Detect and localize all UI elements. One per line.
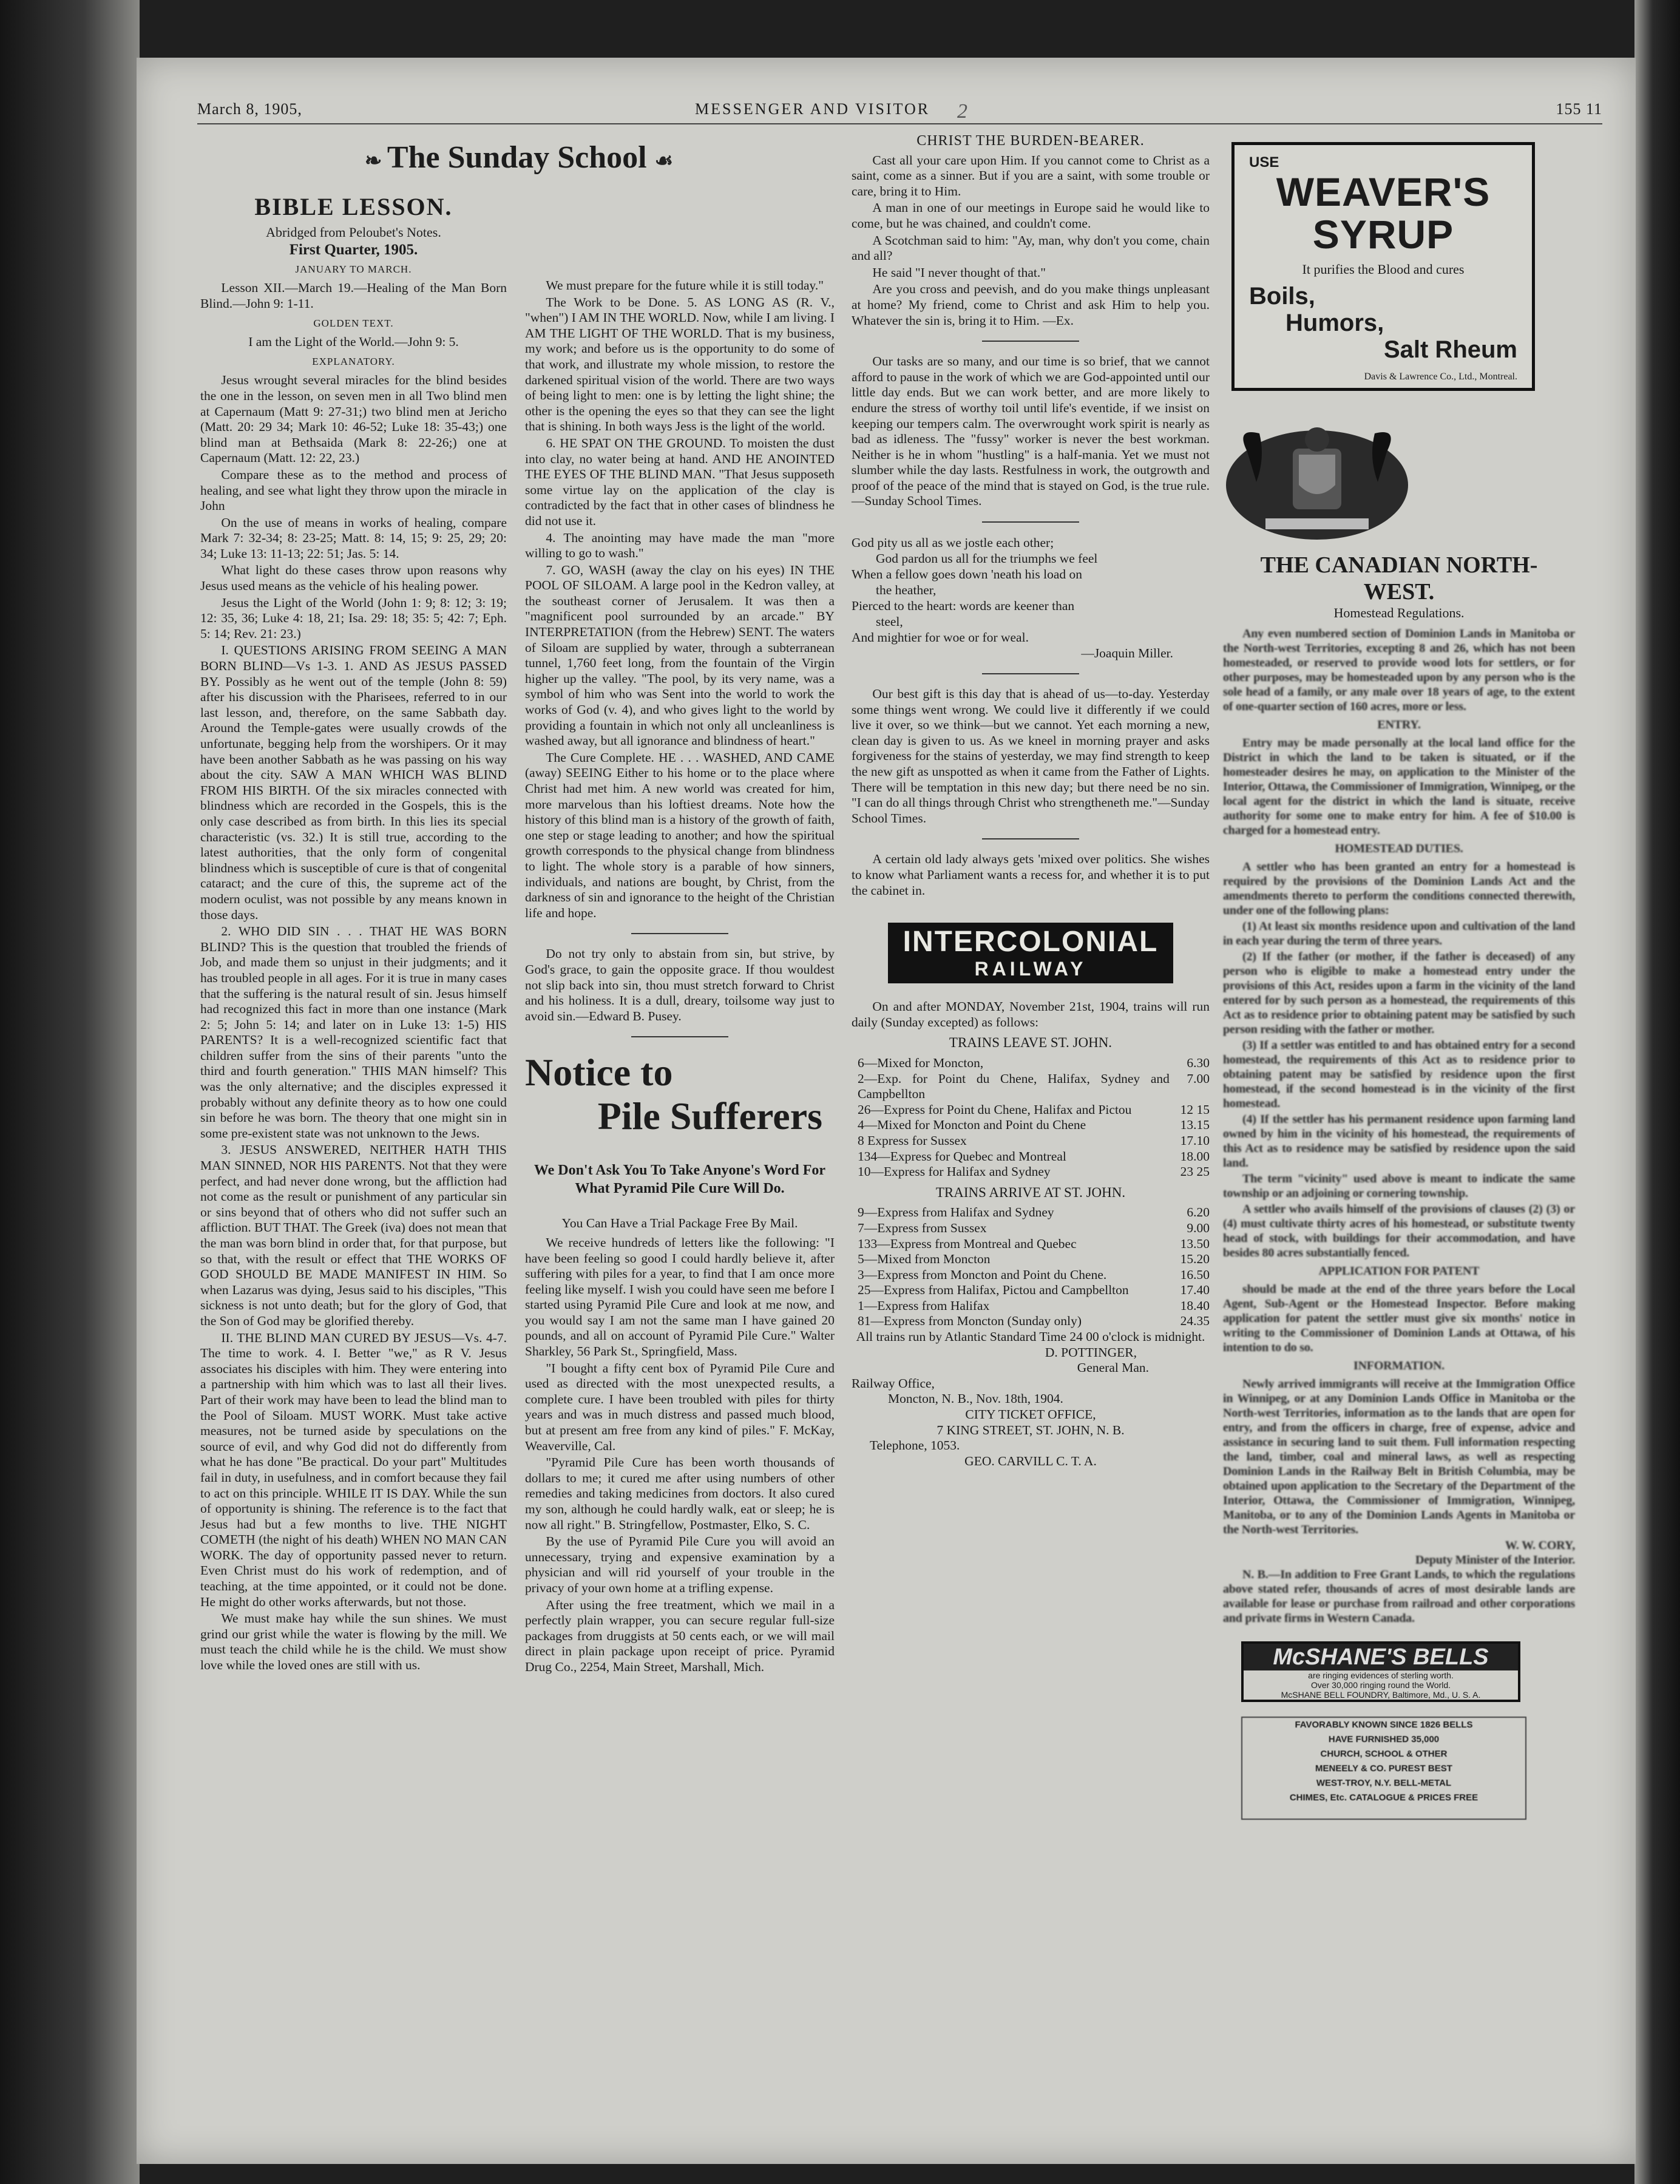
train-row: 133—Express from Montreal and Quebec 13.50 [858, 1236, 1210, 1251]
railway-sub: RAILWAY [974, 958, 1087, 980]
notice-title-line1: Notice to [525, 1051, 673, 1094]
railway-office-date: Moncton, N. B., Nov. 18th, 1904. [888, 1391, 1063, 1406]
golden-text: I am the Light of the World.—John 9: 5. [248, 334, 459, 350]
paragraph: "Pyramid Pile Cure has been worth thousands of dollars to me; it cured me after using numbers of other remedies and taking medicines from doctors. It also cured my son, although he could hardly walk, eat or sleep; he is now all right." B. Stringfellow, Postmaster, Elko, S. C. [525, 1455, 835, 1532]
ad-tagline: It purifies the Blood and cures [1302, 261, 1465, 277]
poem-line: God pity us all as we jostle each other; [852, 535, 1054, 551]
train-row: 9—Express from Halifax and Sydney 6.20 [858, 1205, 1210, 1220]
scan-margin-right [1634, 0, 1680, 2184]
explanatory-label: EXPLANATORY. [312, 355, 395, 367]
paragraph: The Work to be Done. 5. AS LONG AS (R. V., "when") I AM IN THE WORLD. Now, while I am living. I AM THE LIGHT OF THE WORLD. That is my business, my work; and before us is the opportunity to do some of that work, and illustrate my whole mission, to restore the darkened spiritual vision of the world. There are two ways of being light to men: one is by letting the light shine; the other is the opening the eyes so that they can see the light that is shining. In both ways Jess is the light of the world. [525, 294, 835, 434]
ad-cure-1: Boils, [1249, 283, 1315, 310]
train-row: 134—Express for Quebec and Montreal 18.00 [858, 1148, 1210, 1164]
tasks-paragraph: Our tasks are so many, and our time is so brief, that we cannot afford to pause in the work of which we are God-appointed until our little day ends. But we can work better, and are more likely to endure the stress of worthy toil until life's eventide, if we insist on keeping our tempers calm. The overwrought work spirit is nearly as bad as idleness. The "fussy" worker is never the best workman. Neither is he in whom "hustling" is a half-mania. Yet we must not slumber while the day lasts. Restfulness in work, the outgrowth and proof of the peace of the mind that is stayed on God, is the true rule.—Sunday School Times. [852, 354, 1210, 509]
paragraph: A Scotchman said to him: "Ay, man, why don't you come, chain and all? [852, 232, 1210, 263]
page-number: 155 11 [1556, 100, 1602, 118]
paragraph: The Cure Complete. HE . . . WASHED, AND CAME (away) SEEING Either to his home or to the place where Christ had met him. A new world was created for him, more marvelous than his loftiest dreams. Note how the history of this blind man is a history of the growth of faith, one step or stage leading to another; and how the spiritual growth corresponds to the physical change from blindness to light. The whole story is a parable of how sinners, individuals, and nations are bought, by Christ, from the darkness of sin and ignorance to the height of the Christian life and hope. [525, 750, 835, 920]
notice-title [525, 1051, 835, 1138]
poem-line: the heather, [876, 583, 937, 598]
ticket-office: CITY TICKET OFFICE, [965, 1407, 1096, 1422]
mcshane-bells-ad: McSHANE'S BELLS are ringing evidences of sterling worth. Over 30,000 ringing round the World. McSHANE BELL FOUNDRY, Baltimore, Md., U. S. A. [1241, 1641, 1520, 1702]
leave-heading: TRAINS LEAVE ST. JOHN. [949, 1035, 1113, 1051]
golden-text-label: GOLDEN TEXT. [313, 317, 394, 329]
train-row: 1—Express from Halifax 18.40 [858, 1298, 1210, 1313]
railway-logo [888, 923, 1173, 983]
railway-intro: On and after MONDAY, November 21st, 1904, trains will run daily (Sunday excepted) as follows: [852, 999, 1210, 1029]
paragraph: 2. WHO DID SIN . . . THAT HE WAS BORN BLIND? This is the question that troubled the friends of Job, and made them so unjust in their judgments; and it has troubled people in all ages. For it is true in many cases that the suffering is the natural result of sin. Jesus himself had recognized this fact in more than one instance (Mark 2: 5; John 5: 14; and later on in Luke 13: 1-5) HIS PARENTS? It is a well-recognized scientific fact that children suffer from the sins of their parents "unto the third and fourth generation." THIS MAN himself? This was the only alternative; and the disciples expressed it probably without any definite theory as to how one could sin before he was born. The theory that one might sin in some pre-existent state was not unknown to the Jews. [200, 924, 507, 1141]
poem-author: —Joaquin Miller. [1081, 646, 1173, 661]
divider [982, 341, 1079, 342]
paragraph: "I bought a fifty cent box of Pyramid Pile Cure and used as directed with the most unexpected results, a complete cure. I have been troubled with piles for thirty years and was in much distress and passed much blood, but at present am free from any kind of piles." F. McKay, Weaverville, Cal. [525, 1360, 835, 1453]
notice-trial: You Can Have a Trial Package Free By Mail. [561, 1216, 798, 1231]
poem [852, 535, 1210, 661]
bells-name: McSHANE'S BELLS [1244, 1644, 1518, 1670]
paragraph: Jesus the Light of the World (John 1: 9; 8: 12; 3: 19; 12: 35, 36; Luke 4: 18, 21; Isa. 29: 18; 35: 5; 42: 7; Eph. 5: 14; Rev. 21: 23.) [200, 595, 507, 641]
train-row: 4—Mixed for Moncton and Point du Chene 13.15 [858, 1117, 1210, 1133]
divider [631, 933, 728, 934]
ad-brand-line2: SYRUP [1312, 211, 1454, 257]
train-row: 10—Express for Halifax and Sydney 23 25 [858, 1164, 1210, 1179]
meneely-bells-ad: FAVORABLY KNOWN SINCE 1826 BELLS HAVE FURNISHED 35,000 CHURCH, SCHOOL & OTHER MENEELY & CO. PUREST BEST WEST-TROY, N.Y. BELL-METAL CHIMES, Etc. CATALOGUE & PRICES FREE [1241, 1717, 1526, 1820]
best-gift-paragraph: Our best gift is this day that is ahead of us—to-day. Yesterday some things went wrong. We could live it differently if we could live it over, so we think—but we cannot. Yet each morning a new, clean day is given to us. As we kneel in morning prayer and asks forgiveness for the stains of yesterday, we may find strength to keep the new gift as unspotted as when it came from the Father of Lights. There will be temptation in this new day; but there need be no sin. "I can do all things through Christ who strengtheneth me."—Sunday School Times. [852, 687, 1210, 826]
divider [982, 521, 1079, 523]
ad-cure-3: Salt Rheum [1383, 336, 1517, 364]
railway-office: Railway Office, [852, 1375, 935, 1391]
paragraph: Cast all your care upon Him. If you cannot come to Christ as a saint, come as a sinner. But if you are a saint, with some trouble or care, bring it to Him. [852, 152, 1210, 198]
paragraph: Compare these as to the method and process of healing, and see what light they throw upon the miracle in John [200, 467, 507, 514]
divider [982, 673, 1079, 674]
paragraph: Are you cross and peevish, and do you make things unpleasant at home? My friend, come to Christ and ask Him to help you. Whatever the sin is, bring it to Him. —Ex. [852, 282, 1210, 328]
train-row: 6—Mixed for Moncton, 6.30 [858, 1055, 1210, 1070]
train-row: 3—Express from Moncton and Point du Chene. 16.50 [858, 1267, 1210, 1282]
divider [631, 1036, 728, 1037]
paragraph: After using the free treatment, which we mail in a perfectly plain wrapper, you can secure regular full-size packages from druggists at 50 cents each, or we will mail direct in plain package upon receipt of price. Pyramid Drug Co., 2254, Main Street, Marshall, Mich. [525, 1597, 835, 1674]
train-row: 5—Mixed from Moncton 15.20 [858, 1252, 1210, 1267]
lesson-source: Abridged from Peloubet's Notes. [266, 224, 441, 240]
paragraph: On the use of means in works of healing, compare Mark 7: 32-34; 8: 23-25; Matt. 8: 14, 15; 9: 25, 29; 20: 34; Luke 13: 11-13; 22: 51; Jas. 5: 14. [200, 515, 507, 561]
notice-title-line2: Pile Sufferers [597, 1094, 822, 1138]
column-3 [852, 134, 1210, 1469]
time-note: All trains run by Atlantic Standard Time 24 00 o'clock is midnight. [856, 1329, 1205, 1345]
weaver-syrup-ad [1231, 142, 1535, 391]
newspaper-page [137, 58, 1636, 2164]
ticket-agent: GEO. CARVILL C. T. A. [964, 1453, 1097, 1468]
column-2 [525, 134, 835, 1677]
section-title: The Sunday School [387, 140, 647, 175]
poem-line: God pardon us all for the triumphs we feel [876, 551, 1098, 566]
paragraph: I. QUESTIONS ARISING FROM SEEING A MAN BORN BLIND—Vs 1-3. 1. AND AS JESUS PASSED BY. Possibly as he went out of the temple (John 8: 59) after his discussion with the Pharisees, referred to in our last lesson, and, therefore, on the same Sabbath day. Around the Temple-gates were usually crowds of the unfortunate, begging help from the worshipers. Or it may have been another Sabbath as he was passing on his way about the city. SAW A MAN WHICH WAS BLIND FROM HIS BIRTH. Of the six miracles connected with blindness which are recorded in the Gospels, this is the only case described as from birth. In this lies its special characteristic (vs. 32.) It is still true, according to the latest authorities, that the only form of congenital blindness which is susceptible of cure is that of congenital cataract; and the cure of this, the supreme act of the modern oculist, was not possible by any means known in those days. [200, 643, 507, 922]
scan-margin-left [0, 0, 140, 2184]
running-head [197, 100, 1602, 124]
royal-arms-crest-icon [1223, 415, 1411, 543]
burden-title: CHRIST THE BURDEN-BEARER. [916, 133, 1145, 149]
column-1 [200, 134, 507, 1675]
paragraph: We must make hay while the sun shines. We must grind our grist while the water is flowing by the mill. We must teach the child while he is the child. We must show love while the loved ones are still with us. [200, 1611, 507, 1673]
notice-subhead: We Don't Ask You To Take Anyone's Word For What Pyramid Pile Cure Will Do. [533, 1162, 826, 1197]
paragraph: A man in one of our meetings in Europe said he would like to come, but he was chained, and couldn't come. [852, 200, 1210, 231]
divider [982, 838, 1079, 839]
lesson-line: Lesson XII.—March 19.—Healing of the Man Born Blind.—John 9: 1-11. [200, 280, 507, 311]
paragraph: 6. HE SPAT ON THE GROUND. To moisten the dust into clay, no water being at hand. AND HE ANOINTED THE EYES OF THE BLIND MAN. "That Jesus supposeth some virtue lay on the application of the clay is contradicted by the fact that in other cases of blindness he did not use it. [525, 435, 835, 528]
arrive-heading: TRAINS ARRIVE AT ST. JOHN. [935, 1184, 1126, 1200]
train-row: 25—Express from Halifax, Pictou and Campbellton 17.40 [858, 1283, 1210, 1298]
paragraph: 4. The anointing may have made the man "more willing to go to wash." [525, 530, 835, 561]
ticket-address: 7 KING STREET, ST. JOHN, N. B. [937, 1422, 1125, 1437]
ornament-right-icon: ☙ [654, 150, 674, 172]
paper-title: MESSENGER AND VISITOR [695, 100, 930, 118]
ad-brand-line1: WEAVER'S [1276, 169, 1491, 214]
old-lady-paragraph: A certain old lady always gets 'mixed over politics. She wishes to know what Parliament wants a recess for, and whether it is to put the cabinet in. [852, 852, 1210, 898]
northwest-title: THE CANADIAN NORTH- WEST. [1260, 552, 1538, 605]
railway-name: INTERCOLONIAL [903, 926, 1159, 958]
ticket-telephone: Telephone, 1053. [870, 1438, 960, 1453]
poem-line: Pierced to the heart: words are keener than [852, 599, 1075, 614]
poem-line: And mightier for woe or for weal. [852, 630, 1029, 645]
train-row: 7—Express from Sussex 9.00 [858, 1220, 1210, 1235]
paragraph: What light do these cases throw upon reasons why Jesus used means as the vehicle of his healing power. [200, 563, 507, 594]
paragraph: We must prepare for the future while it is still today." [546, 278, 824, 293]
paragraph: He said "I never thought of that." [872, 265, 1046, 280]
poem-line: When a fellow goes down 'neath his load on [852, 567, 1083, 582]
paragraph: By the use of Pyramid Pile Cure you will avoid an unnecessary, trying and expensive examination by a physician and will rid yourself of your trouble in the privacy of your own home at a trifling expense. [525, 1534, 835, 1595]
paragraph: 7. GO, WASH (away the clay on his eyes) IN THE POOL OF SILOAM. A large pool in the Kedron valley, at the southeast corner of Jerusalem. It was then a "magnificent pool surrounded by an arcade." BY INTERPRETATION (from the Hebrew) SENT. The waters of Siloam are supplied by water, through a subterranean tunnel, 1,760 feet long, from the fountain of the Virgin higher up the valley. "The pool, by its very name, was a symbol of him who was Sent into the world to work the works of God (v. 4), and who gives light to the world by providing a fountain in which not only all uncleanliness is washed away, but all ignorance and blindness of heart." [525, 562, 835, 748]
northwest-sub: Homestead Regulations. [1333, 605, 1465, 620]
homestead-regulations: Any even numbered section of Dominion Lands in Manitoba or the North-west Territories, excepting 8 and 26, which has not been homesteaded, or reserved to provide wood lots for settlers, or for other purposes, may be homesteaded upon by any person who is the sole head of a family, or any male over 18 years of age, to the extent of one-quarter section of 160 acres, more or less. ENTRY. Entry may be made personally at the local land office for the District in which the land to be taken is situated, or if the homesteader desires he may, on application to the Minister of the Interior, Ottawa, the Commissioner of Immigration, Winnipeg, or the local agent for the district in which the land is situate, receive authority for some one to make entry for him. A fee of $10.00 is charged for a homestead entry. HOMESTEAD DUTIES. A settler who has been granted an entry for a homestead is required by the provisions of the Dominion Lands Act and the amendments thereto to perform the conditions connected therewith, under one of the following plans: (1) At least six months residence upon and cultivation of the land in each year during the term of three years. (2) If the father (or mother, if the father is deceased) of any person who is eligible to make a homestead entry under the provisions of this Act, resides upon a farm in the vicinity of the land entered for by such person as a homestead, the requirements of this Act as to residence prior to obtaining patent may be satisfied by such person residing with the father or mother. (3) If a settler was entitled to and has obtained entry for a second homestead, the requirements of this Act as to residence prior to obtaining patent may be satisfied by residence upon the first homestead, if the second homestead is in the vicinity of the first homestead. (4) If the settler has his permanent residence upon farming land owned by him in the vicinity of his homestead, the requirements of this Act as to residence may be satisfied by residence upon the said land. The term "vicinity" used above is meant to indicate the same township or an adjoining or cornering township. A settler who avails himself of the provisions of clauses (2) (3) or (4) must cultivate thirty acres of his homestead, or substitute twenty head of stock, with buildings for their accommodation, and have besides 80 acres substantially fenced. APPLICATION FOR PATENT should be made at the end of the three years before the Local Agent, Sub-Agent or the Homestead Inspector. Before making application for patent the settler must give six months' notice in writing to the Commissioner of Dominion Lands at Ottawa, of his intention to do so. INFORMATION. Newly arrived immigrants will receive at the Immigration Office in Winnipeg, or at any Dominion Lands Office in Manitoba or the North-west Territories, information as to the lands that are open for entry, and from the officers in charge, free of expense, advice and assistance in securing land to suit them. Full information respecting the land, timber, coal and mineral laws, as well as respecting Dominion Lands in the Railway Belt in British Columbia, may be obtained upon application to the Secretary of the Department of the Interior, Ottawa, the Commissioner of Immigration, Winnipeg, Manitoba, or to any of the Dominion Lands Agents in Manitoba or the North-west Territories. W. W. CORY, Deputy Minister of the Interior. N. B.—In addition to Free Grant Lands, to which the regulations above stated refer, thousands of acres of most desirable lands are available for lease or purchase from railroad and other corporations and private firms in Western Canada. [1223, 627, 1575, 1626]
train-row: 2—Exp. for Point du Chene, Halifax, Sydney and Campbellton 7.00 [858, 1071, 1210, 1102]
paragraph: Jesus wrought several miracles for the blind besides the one in the lesson, on seven men in all Two blind men at Capernaum (Matt 9: 27-31;) two blind men at Jericho (Matt. 20: 29 34; Mark 10: 46-52; Luke 18: 35-43;) one blind man at Bethsaida (Mark 8: 22-26;) one at Capernaum (Matt. 12: 22, 23.) [200, 373, 507, 466]
header-rule [197, 123, 1602, 124]
ad-maker: Davis & Lawrence Co., Ltd., Montreal. [1364, 371, 1517, 382]
ornament-left-icon: ❧ [364, 150, 387, 172]
pencil-mark: 2 [957, 100, 967, 123]
issue-date: March 8, 1905, [197, 100, 302, 118]
pusey-quote: Do not try only to abstain from sin, but strive, by God's grace, to gain the opposite grace. If thou wouldest not slip back into sin, thou must stretch forward to Christ and his holiness. It is a dull, dreary, toilsome way just to avoid sin.—Edward B. Pusey. [525, 946, 835, 1023]
ad-use: USE [1249, 154, 1279, 171]
train-row: 8 Express for Sussex 17.10 [858, 1133, 1210, 1148]
paragraph: II. THE BLIND MAN CURED BY JESUS—Vs. 4-7. The time to work. 4. I. Better "we," as R V. Jesus associates his disciples with him. They were entering into a partnership with him which was to last all their lives. Part of their work may have been to lead the blind man to the Pool of Siloam. MUST WORK. Must take active measures, not be turned aside by speculations on the source of evil, and why God did not do differently from what he has done "Be practical. Do your part" Multitudes fail in duty, in usefulness, and in comfort because they fail to act on this principle. WHILE IT IS DAY. While the sun of opportunity is shining. The reference is to the fact that Jesus had but a few months to live. THE NIGHT COMETH (the night of his death) WHEN NO MAN CAN WORK. The day of opportunity passed never to return. Even Christ must do his work of redemption, and of teaching, at the time appointed, or it could not be done. He might do other works afterwards, but not those. [200, 1330, 507, 1609]
lesson-title: BIBLE LESSON. [254, 193, 453, 220]
paragraph: We receive hundreds of letters like the following: "I have been feeling so good I could hardly believe it, after suffering with piles for a year, to find that I am once more feeling like myself. I wish you could have seen me before I started using Pyramid Pile Cure and look at me now, and you would say I am not the same man I have gained 20 pounds, and all on account of Pyramid Pile Cure." Walter Sharkley, 56 Park St., Springfield, Mass. [525, 1235, 835, 1359]
column-4 [1223, 134, 1575, 1820]
railway-signer-title: General Man. [1077, 1360, 1149, 1375]
lesson-quarter: First Quarter, 1905. [289, 242, 418, 259]
ad-cure-2: Humors, [1285, 310, 1384, 337]
train-row: 81—Express from Moncton (Sunday only) 24.35 [858, 1314, 1210, 1329]
railway-signer: D. POTTINGER, [1045, 1345, 1137, 1360]
lesson-months: JANUARY TO MARCH. [295, 263, 412, 275]
train-row: 26—Express for Point du Chene, Halifax and Pictou 12 15 [858, 1102, 1210, 1117]
poem-line: steel, [876, 614, 903, 629]
paragraph: 3. JESUS ANSWERED, NEITHER HATH THIS MAN SINNED, NOR HIS PARENTS. Not that they were perfect, and had never done wrong, but the affliction had not come as the result or punishment of any particular sin or sins beyond that of others who did not suffer such an affliction. BUT THAT. The Greek (iva) does not mean that the man was born blind in order that, for that purpose, but so that, with the result or effect that THE WORKS OF GOD SHOULD BE MADE MANIFEST IN HIM. So when Lazarus was dying, Jesus said to his disciples, "This sickness is not unto death; but for the glory of God, that the Son of God may be glorified thereby. [200, 1142, 507, 1328]
